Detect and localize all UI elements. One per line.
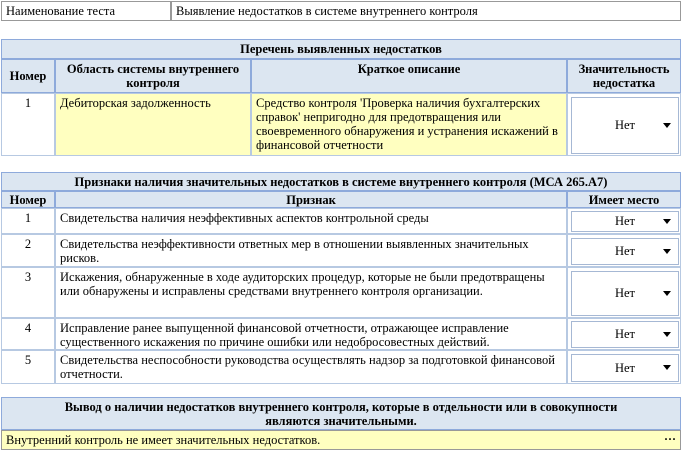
deficiencies-title: Перечень выявленных недостатков xyxy=(1,39,681,59)
sign-select[interactable] xyxy=(571,211,679,232)
sign-select-value: Нет xyxy=(614,360,636,375)
conclusion-value[interactable]: Внутренний контроль не имеет значительных недостатков. xyxy=(1,430,681,450)
test-name-label: Наименование теста xyxy=(1,1,171,21)
sign-number: 5 xyxy=(1,350,55,384)
dropdown-arrow-icon xyxy=(663,291,671,296)
signs-col-header-number: Номер xyxy=(1,191,55,208)
signs-col-header-sign: Признак xyxy=(55,191,567,208)
dropdown-arrow-icon xyxy=(663,219,671,224)
col-header-area: Область системы внутреннего контроля xyxy=(55,59,251,93)
sign-select-value: Нет xyxy=(614,327,636,341)
sign-number: 4 xyxy=(1,318,55,350)
col-header-description: Краткое описание xyxy=(251,59,567,93)
signs-title: Признаки наличия значительных недостатков в системе внутреннего контроля (МСА 265.А7) xyxy=(1,172,681,191)
sign-select[interactable] xyxy=(571,271,679,316)
sign-select[interactable] xyxy=(571,321,679,348)
sign-select-value: Нет xyxy=(614,244,636,258)
deficiency-area[interactable]: Дебиторская задолженность xyxy=(55,93,251,156)
conclusion-title: Вывод о наличии недостатков внутреннего контроля, которые в отдельности или в совокупности являются значительными. xyxy=(1,397,681,430)
sign-select-value: Нет xyxy=(614,214,636,228)
sign-select-value: Нет xyxy=(614,286,636,300)
deficiency-number: 1 xyxy=(1,93,55,156)
significance-select[interactable] xyxy=(571,97,679,154)
sign-text: Свидетельства наличия неэффективных аспектов контрольной среды xyxy=(55,208,567,234)
sign-number: 2 xyxy=(1,234,55,267)
sign-text: Искажения, обнаруженные в ходе аудиторских процедур, которые не были предотвращены или обнаружены и исправлены средствами внутреннего контроля организации. xyxy=(55,267,567,318)
dropdown-arrow-icon xyxy=(663,365,671,370)
more-options-icon[interactable]: ··· xyxy=(663,432,676,446)
col-header-significance: Значительность недостатка xyxy=(567,59,681,93)
test-name-value: Выявление недостатков в системе внутреннего контроля xyxy=(171,1,681,21)
sign-text: Свидетельства неспособности руководства осуществлять надзор за подготовкой финансовой отчетности. xyxy=(55,350,567,384)
dropdown-arrow-icon xyxy=(663,249,671,254)
col-header-number: Номер xyxy=(1,59,55,93)
sign-text: Свидетельства неэффективности ответных мер в отношении выявленных значительных рисков. xyxy=(55,234,567,267)
sign-select[interactable] xyxy=(571,354,679,382)
deficiency-description[interactable]: Средство контроля 'Проверка наличия бухгалтерских справок' непригодно для предотвращения или своевременного обнаружения и устранения искажений в финансовой отчетности xyxy=(251,93,567,156)
dropdown-arrow-icon xyxy=(663,123,671,128)
sign-text: Исправление ранее выпущенной финансовой отчетности, отражающее исправление существенного искажения по причине ошибки или недобросовестных действий. xyxy=(55,318,567,350)
signs-col-header-present: Имеет место xyxy=(567,191,681,208)
sign-number: 1 xyxy=(1,208,55,234)
sign-number: 3 xyxy=(1,267,55,318)
sign-select[interactable] xyxy=(571,238,679,265)
dropdown-arrow-icon xyxy=(663,332,671,337)
significance-select-value: Нет xyxy=(614,118,636,132)
